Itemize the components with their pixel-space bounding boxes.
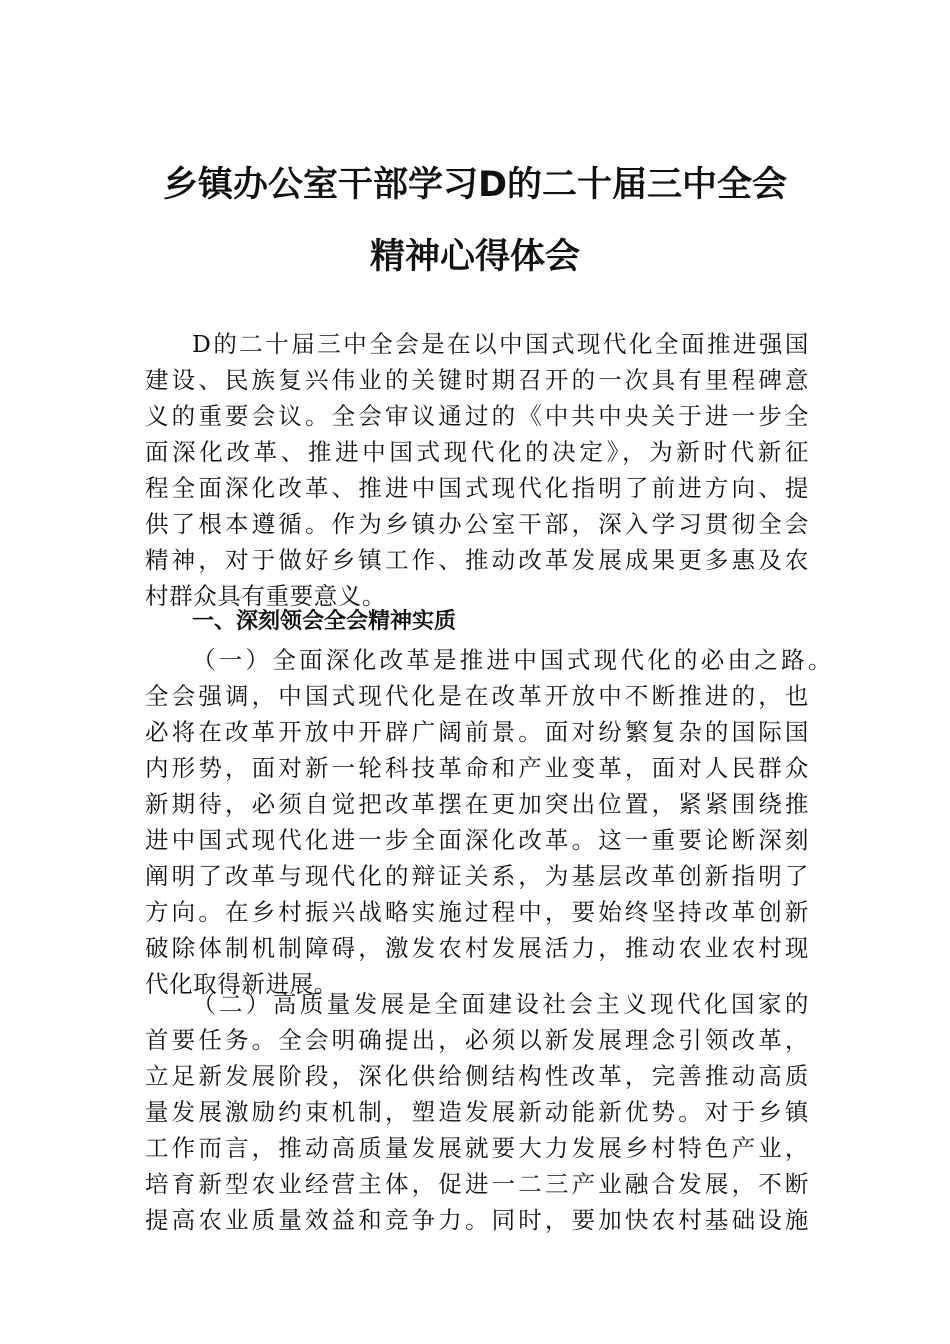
paragraph-line: （二）高质量发展是全面建设社会主义现代化国家的: [192, 990, 809, 1018]
paragraph-line: 首要任务。全会明确提出，必须以新发展理念引领改革，: [145, 1026, 809, 1054]
paragraph-line: 内形势，面对新一轮科技革命和产业变革，面对人民群众: [145, 754, 809, 782]
document-title-line-1: 乡镇办公室干部学习D的二十届三中全会: [162, 165, 788, 205]
section-heading: 一、深刻领会全会精神实质: [192, 609, 457, 634]
paragraph-line: 量发展激励约束机制，塑造发展新动能新优势。对于乡镇: [145, 1098, 809, 1126]
paragraph-line: 阐明了改革与现代化的辩证关系，为基层改革创新指明了: [145, 862, 809, 890]
intro-line: 供了根本遵循。作为乡镇办公室干部，深入学习贯彻全会: [145, 510, 809, 538]
intro-line: 义的重要会议。全会审议通过的《中共中央关于进一步全: [145, 402, 809, 430]
paragraph-line: 必将在改革开放中开辟广阔前景。面对纷繁复杂的国际国: [145, 718, 809, 746]
intro-line: 程全面深化改革、推进中国式现代化指明了前进方向、提: [145, 474, 809, 502]
intro-line: 建设、民族复兴伟业的关键时期召开的一次具有里程碑意: [145, 366, 809, 394]
intro-line: D的二十届三中全会是在以中国式现代化全面推进强国: [192, 330, 809, 358]
paragraph-line: （一）全面深化改革是推进中国式现代化的必由之路。: [192, 646, 832, 674]
paragraph-line: 全会强调，中国式现代化是在改革开放中不断推进的，也: [145, 682, 809, 710]
intro-line: 面深化改革、推进中国式现代化的决定》，为新时代新征: [145, 438, 809, 466]
document-title-line-2: 精神心得体会: [369, 237, 580, 277]
intro-line: 精神，对于做好乡镇工作、推动改革发展成果更多惠及农: [145, 546, 809, 574]
paragraph-line: 进中国式现代化进一步全面深化改革。这一重要论断深刻: [145, 826, 809, 854]
paragraph-line: 破除体制机制障碍，激发农村发展活力，推动农业农村现: [145, 934, 809, 962]
paragraph-line: 立足新发展阶段，深化供给侧结构性改革，完善推动高质: [145, 1062, 809, 1090]
intro-line: 村群众具有重要意义。: [145, 582, 386, 610]
paragraph-line: 工作而言，推动高质量发展就要大力发展乡村特色产业，: [145, 1134, 809, 1162]
paragraph-line: 方向。在乡村振兴战略实施过程中，要始终坚持改革创新: [145, 898, 809, 926]
paragraph-line: 新期待，必须自觉把改革摆在更加突出位置，紧紧围绕推: [145, 790, 809, 818]
paragraph-line: 提高农业质量效益和竞争力。同时，要加快农村基础设施: [145, 1206, 809, 1234]
paragraph-line: 培育新型农业经营主体，促进一二三产业融合发展，不断: [145, 1170, 809, 1198]
paragraph-line: 代化取得新进展。: [145, 970, 338, 998]
